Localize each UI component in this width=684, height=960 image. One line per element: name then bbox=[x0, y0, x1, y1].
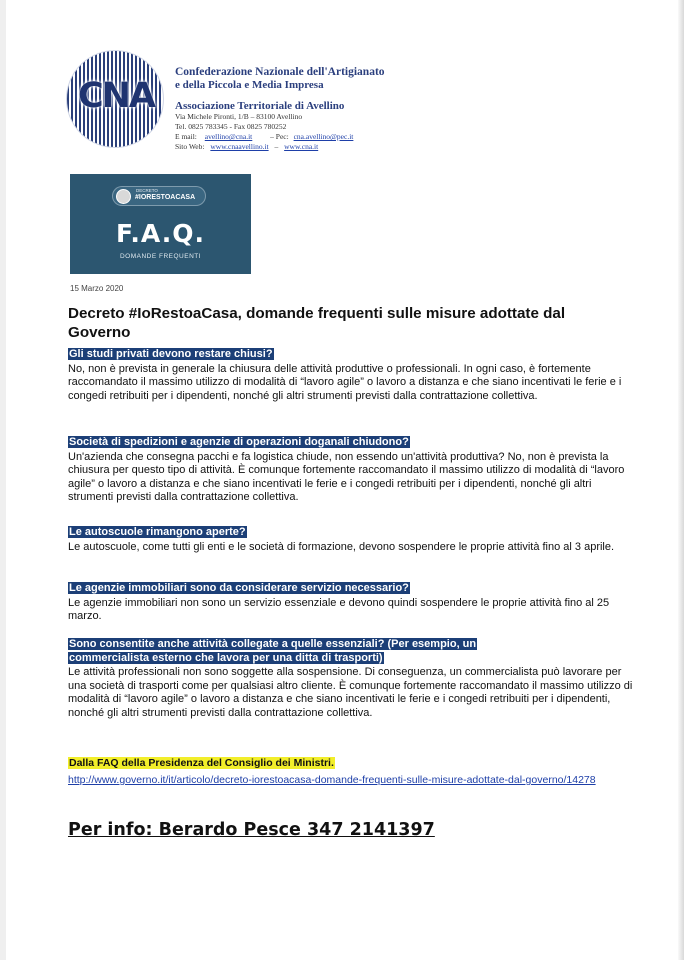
letterhead bbox=[175, 66, 385, 152]
source-link[interactable]: http://www.governo.it/it/articolo/decreto-iorestoacasa-domande-frequenti-sulle-misure-adottate-dal-governo/14278 bbox=[68, 774, 596, 786]
source-label: Dalla FAQ della Presidenza del Consiglio dei Ministri. bbox=[69, 757, 334, 769]
page-edge-shadow bbox=[678, 0, 684, 960]
banner-title: F.A.Q. bbox=[116, 219, 205, 248]
address: Via Michele Pironti, 1/B – 83100 Avellino bbox=[175, 112, 303, 121]
phone-fax: Tel. 0825 783345 - Fax 0825 780252 bbox=[175, 122, 287, 131]
org-name-line1: Confederazione Nazionale dell'Artigianato bbox=[175, 66, 385, 78]
email-label: E mail: bbox=[175, 132, 197, 141]
association-name: Associazione Territoriale di Avellino bbox=[175, 100, 345, 112]
faq-question: Sono consentite anche attività collegate a quelle essenziali? (Per esempio, un commercialista esterno che lavora per una ditta di trasporti) bbox=[69, 638, 477, 664]
government-emblem-icon bbox=[116, 189, 131, 204]
website-row bbox=[175, 142, 385, 152]
banner-pill bbox=[112, 186, 206, 206]
faq-item bbox=[68, 436, 638, 505]
faq-answer: Le agenzie immobiliari non sono un servizio essenziale e devono quindi sospendere le proprie attività fino al 25 marzo. bbox=[68, 596, 610, 623]
banner-hashtag: #IORESTOACASA bbox=[135, 194, 196, 201]
faq-question: Gli studi privati devono restare chiusi? bbox=[69, 348, 273, 360]
website-link-cnaavellino[interactable]: www.cnaavellino.it bbox=[210, 142, 269, 151]
faq-answer: No, non è prevista in generale la chiusura delle attività produttive o professionali. In ogni caso, è fortemente raccomandato il massimo utilizzo di modalità di “lavoro agile” o lavoro a distanza e che siano incentivati le ferie e i congedi retribuiti per i dipendenti, nonché gli altri strumenti previsti dalla contrattazione collettiva. bbox=[68, 362, 622, 402]
org-name-line2: e della Piccola e Media Impresa bbox=[175, 79, 324, 91]
pec-link[interactable]: cna.avellino@pec.it bbox=[293, 132, 354, 141]
email-link[interactable]: avellino@cna.it bbox=[204, 132, 253, 141]
website-link-cna[interactable]: www.cna.it bbox=[284, 142, 319, 151]
faq-question: Le agenzie immobiliari sono da considerare servizio necessario? bbox=[69, 582, 409, 594]
document-title: Decreto #IoRestoaCasa, domande frequenti sulle misure adottate dal Governo bbox=[68, 305, 566, 341]
faq-question: Le autoscuole rimangono aperte? bbox=[69, 526, 246, 538]
website-separator: – bbox=[274, 142, 279, 151]
website-label: Sito Web: bbox=[175, 142, 205, 151]
contact-info: Per info: Berardo Pesce 347 2141397 bbox=[68, 820, 435, 840]
pec-label: – Pec: bbox=[270, 132, 289, 141]
faq-question: Società di spedizioni e agenzie di operazioni doganali chiudono? bbox=[69, 436, 409, 448]
faq-item bbox=[68, 526, 638, 554]
faq-answer: Le attività professionali non sono soggette alla sospensione. Di conseguenza, un commercialista può lavorare per una società di trasporti come per qualsiasi altro cliente. È comunque fortemente raccomandato il massimo utilizzo di modalità di “lavoro agile” o lavoro a distanza e che siano incentivati le ferie e i congedi retribuiti per i dipendenti, nonché gli altri strumenti previsti dalla contrattazione collettiva. bbox=[68, 666, 633, 719]
faq-answer: Le autoscuole, come tutti gli enti e le società di formazione, devono sospendere le proprie attività fino al 3 aprile. bbox=[68, 540, 615, 553]
faq-answer: Un'azienda che consegna pacchi e fa logistica chiude, non essendo un'attività produttiva? No, non è prevista la chiusura per questo tipo di attività. È comunque fortemente raccomandato il massimo utilizzo di modalità di “lavoro agile” o lavoro a distanza e che siano incentivati le ferie e i congedi retribuiti per i dipendenti, nonché gli altri strumenti previsti dalla contrattazione collettiva. bbox=[68, 450, 625, 504]
email-row bbox=[175, 132, 385, 142]
banner-decree-label: DECRETO bbox=[136, 188, 158, 193]
faq-item bbox=[68, 638, 633, 721]
banner-subtitle: DOMANDE FREQUENTI bbox=[119, 253, 202, 260]
cna-logo-text: CNA bbox=[77, 76, 155, 116]
faq-banner bbox=[70, 174, 251, 274]
document-date: 15 Marzo 2020 bbox=[70, 284, 124, 293]
faq-item bbox=[68, 582, 638, 624]
faq-item bbox=[68, 348, 638, 403]
